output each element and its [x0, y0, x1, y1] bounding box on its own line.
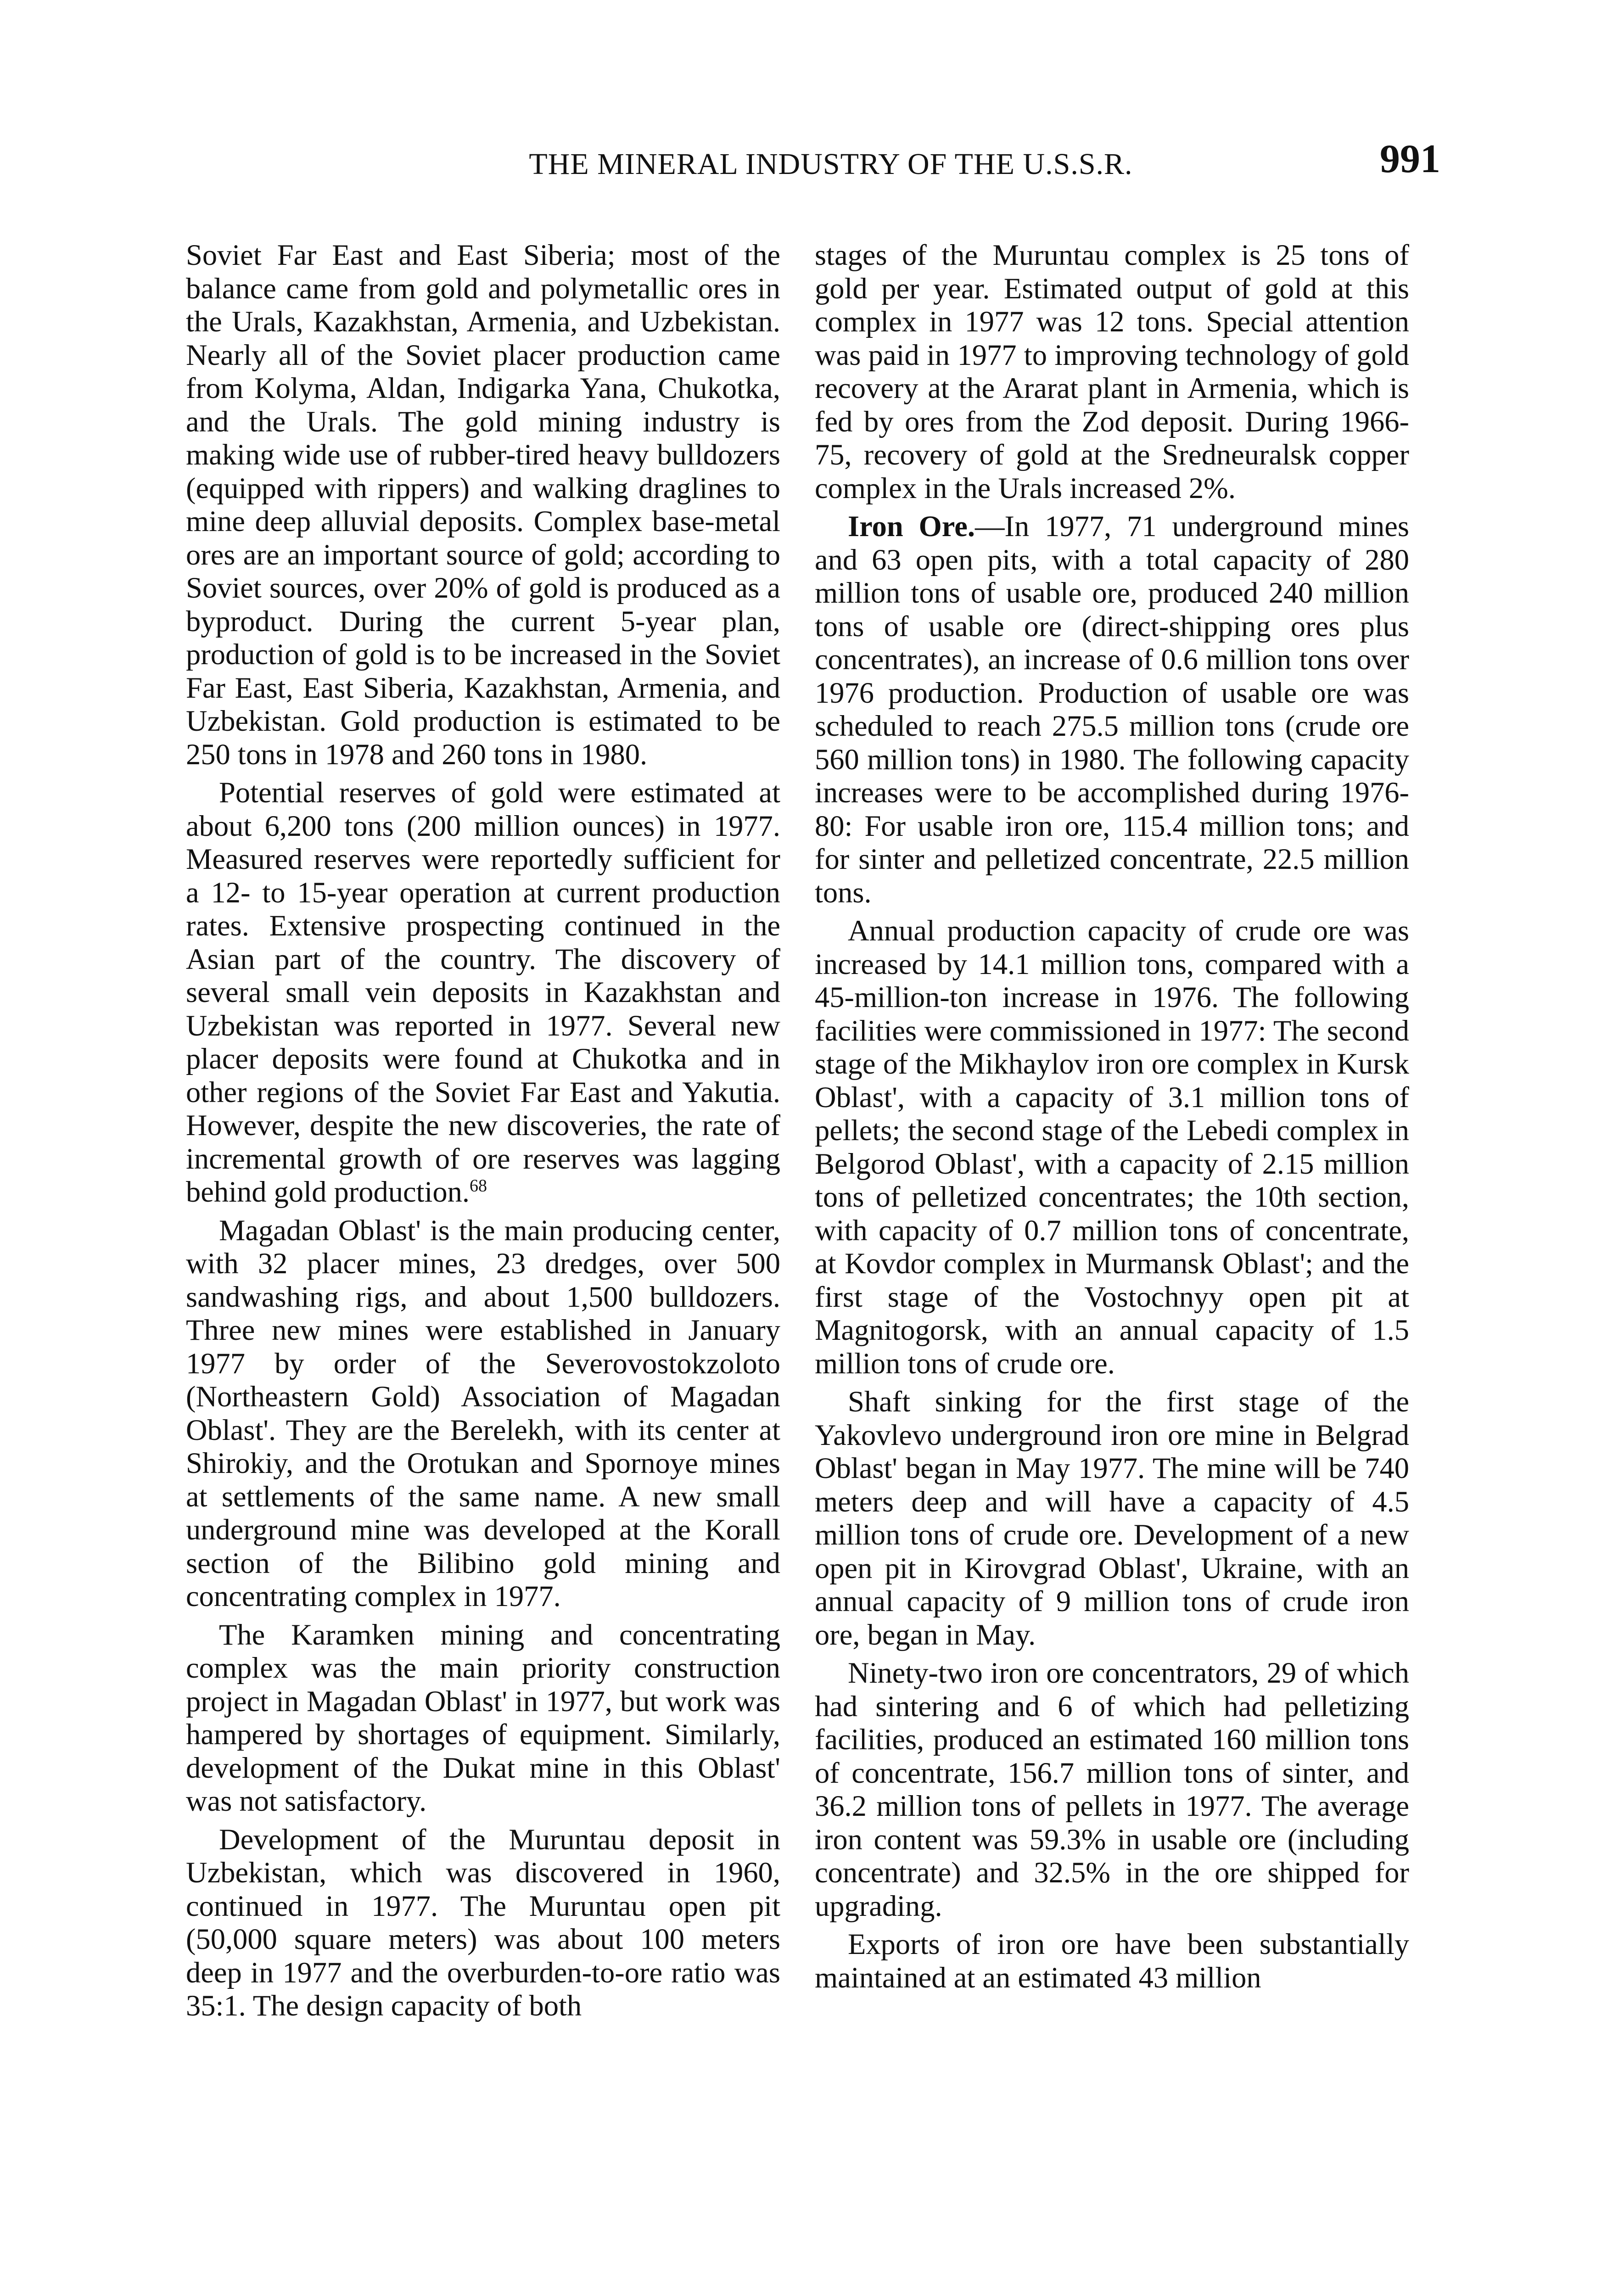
left-column: [186, 239, 780, 2023]
paragraph: Development of the Muruntau deposit in Uzbekistan, which was discovered in 1960, continued in 1977. The Muruntau open pit (50,000 square meters) was about 100 meters deep in 1977 and the overburden-to-ore ratio was 35:1. The design capacity of both: [186, 1823, 780, 2022]
section-heading-iron-ore: Iron Ore.: [848, 510, 975, 543]
paragraph-with-footnote: [186, 776, 780, 1209]
paragraph: Soviet Far East and East Siberia; most of the balance came from gold and polymetallic ores in the Urals, Kazakhstan, Armenia, and Uzbekistan. Nearly all of the Soviet placer production came from Kolyma, Aldan, Indigarka Yana, Chukotka, and the Urals. The gold mining industry is making wide use of rubber-tired heavy bulldozers (equipped with rippers) and walking draglines to mine deep alluvial deposits. Complex base-metal ores are an important source of gold; according to Soviet sources, over 20% of gold is produced as a byproduct. During the current 5-year plan, production of gold is to be increased in the Soviet Far East, East Siberia, Kazakhstan, Armenia, and Uzbekistan. Gold production is estimated to be 250 tons in 1978 and 260 tons in 1980.: [186, 239, 780, 771]
paragraph: Ninety-two iron ore concentrators, 29 of which had sintering and 6 of which had pelletizing facilities, produced an estimated 160 million tons of concentrate, 156.7 million tons of sinter, and 36.2 million tons of pellets in 1977. The average iron content was 59.3% in usable ore (including concentrate) and 32.5% in the ore shipped for upgrading.: [815, 1657, 1409, 1922]
paragraph-text: —In 1977, 71 underground mines and 63 open pits, with a total capacity of 280 million tons of usable ore, produced 240 million tons of usable ore (direct-shipping ores plus concentrates), an increase of 0.6 million tons over 1976 production. Production of usable ore was scheduled to reach 275.5 million tons (crude ore 560 million tons) in 1980. The following capacity increases were to be accomplished during 1976-80: For usable iron ore, 115.4 million tons; and for sinter and pelletized concentrate, 22.5 million tons.: [815, 510, 1409, 909]
paragraph: Annual production capacity of crude ore was increased by 14.1 million tons, compared with a 45-million-ton increase in 1976. The following facilities were commissioned in 1977: The second stage of the Mikhaylov iron ore complex in Kursk Oblast', with a capacity of 3.1 million tons of pellets; the second stage of the Lebedi complex in Belgorod Oblast', with a capacity of 2.15 million tons of pelletized concentrates; the 10th section, with capacity of 0.7 million tons of concentrate, at Kovdor complex in Murmansk Oblast'; and the first stage of the Vostochnyy open pit at Magnitogorsk, with an annual capacity of 1.5 million tons of crude ore.: [815, 914, 1409, 1380]
right-column: [815, 239, 1409, 1994]
footnote-reference: 68: [470, 1176, 487, 1196]
section-paragraph-iron-ore: [815, 510, 1409, 909]
running-head-title: THE MINERAL INDUSTRY OF THE U.S.S.R.: [529, 147, 1133, 181]
page-number: 991: [1380, 137, 1440, 181]
paragraph: Exports of iron ore have been substantially maintained at an estimated 43 million: [815, 1928, 1409, 1994]
paragraph: stages of the Muruntau complex is 25 tons of gold per year. Estimated output of gold at this complex in 1977 was 12 tons. Special attention was paid in 1977 to improving technology of gold recovery at the Ararat plant in Armenia, which is fed by ores from the Zod deposit. During 1966-75, recovery of gold at the Sredneuralsk copper complex in the Urals increased 2%.: [815, 239, 1409, 504]
paragraph: Shaft sinking for the first stage of the Yakovlevo underground iron ore mine in Belgrad Oblast' began in May 1977. The mine will be 740 meters deep and will have a capacity of 4.5 million tons of crude ore. Development of a new open pit in Kirovgrad Oblast', Ukraine, with an annual capacity of 9 million tons of crude iron ore, began in May.: [815, 1385, 1409, 1651]
paragraph-text: Potential reserves of gold were estimated at about 6,200 tons (200 million ounces) in 1977. Measured reserves were reportedly sufficient for a 12- to 15-year operation at current production rates. Extensive prospecting continued in the Asian part of the country. The discovery of several small vein deposits in Kazakhstan and Uzbekistan was reported in 1977. Several new placer deposits were found at Chukotka and in other regions of the Soviet Far East and Yakutia. However, despite the new discoveries, the rate of incremental growth of ore reserves was lagging behind gold production.: [186, 776, 780, 1208]
paragraph: The Karamken mining and concentrating complex was the main priority construction project in Magadan Oblast' in 1977, but work was hampered by shortages of equipment. Similarly, development of the Dukat mine in this Oblast' was not satisfactory.: [186, 1618, 780, 1817]
paragraph: Magadan Oblast' is the main producing center, with 32 placer mines, 23 dredges, over 500 sandwashing rigs, and about 1,500 bulldozers. Three new mines were established in January 1977 by order of the Severovostokzoloto (Northeastern Gold) Association of Magadan Oblast'. They are the Berelekh, with its center at Shirokiy, and the Orotukan and Spornoye mines at settlements of the same name. A new small underground mine was developed at the Korall section of the Bilibino gold mining and concentrating complex in 1977.: [186, 1214, 780, 1612]
